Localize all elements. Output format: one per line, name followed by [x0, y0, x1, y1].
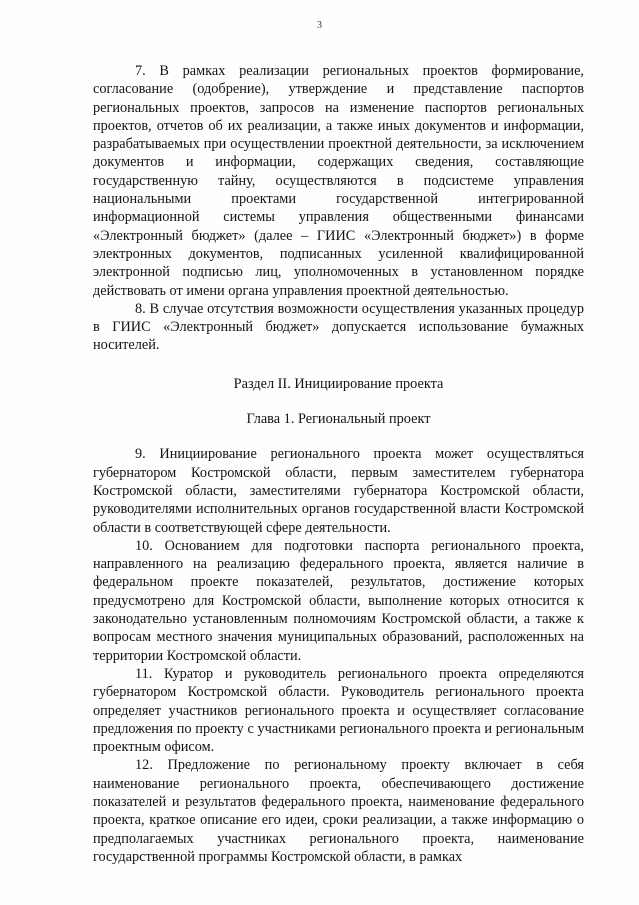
page-number: 3 — [317, 20, 322, 31]
paragraph-11: 11. Куратор и руководитель регионального проекта определяются губернатором Костромской области. Руководитель регионального проекта определяет участников регионального проекта и осуществляет согласование предложения по проекту с участниками регионального проекта и региональным проектным офисом. — [93, 665, 584, 756]
paragraph-12: 12. Предложение по региональному проекту включает в себя наименование регионального проекта, обеспечивающего достижение показателей и результатов федерального проекта, наименование федерального проекта, краткое описание его идеи, сроки реализации, а также информацию о предполагаемых участниках регионального проекта, наименование государственной программы Костромской области, в рамках — [93, 757, 584, 865]
paragraph-9: 9. Инициирование регионального проекта может осуществляться губернатором Костромской области, первым заместителем губернатора Костромской области, заместителями губернатора Костромской области, руководителями исполнительных органов государственной власти Костромской области в соответствующей сфере деятельности. — [93, 446, 584, 536]
document-body — [93, 62, 584, 866]
paragraph-10: 10. Основанием для подготовки паспорта регионального проекта, направленного на реализацию федерального проекта, является наличие в федеральном проекте показателей, результатов, достижение которых предусмотрено для Костромской области, выполнение которых относится к законодательно установленным полномочиям Костромской области, а также к вопросам местного значения муниципальных образований, расположенных на территории Костромской области. — [93, 537, 584, 664]
paragraph-8: 8. В случае отсутствия возможности осуществления указанных процедур в ГИИС «Электронный бюджет» допускается использование бумажных носителей. — [93, 300, 584, 354]
paragraph-7: 7. В рамках реализации региональных проектов формирование, согласование (одобрение), утверждение и представление паспортов региональных проектов, запросов на изменение паспортов региональных проектов, отчетов об их реализации, а также иных документов и информации, разрабатываемых при осуществлении проектной деятельности, за исключением документов и информации, содержащих сведения, составляющие государственную тайну, осуществляются в подсистеме управления национальными проектами государственной интегрированной информационной системы управления общественными финансами «Электронный бюджет» (далее – ГИИС «Электронный бюджет») в форме электронных документов, подписанных усиленной квалифицированной электронной подписью лиц, уполномоченных в установленном порядке действовать от имени органа управления проектной деятельностью. — [93, 63, 584, 299]
section-heading: Раздел II. Инициирование проекта — [233, 375, 444, 392]
chapter-heading: Глава 1. Региональный проект — [246, 411, 431, 428]
